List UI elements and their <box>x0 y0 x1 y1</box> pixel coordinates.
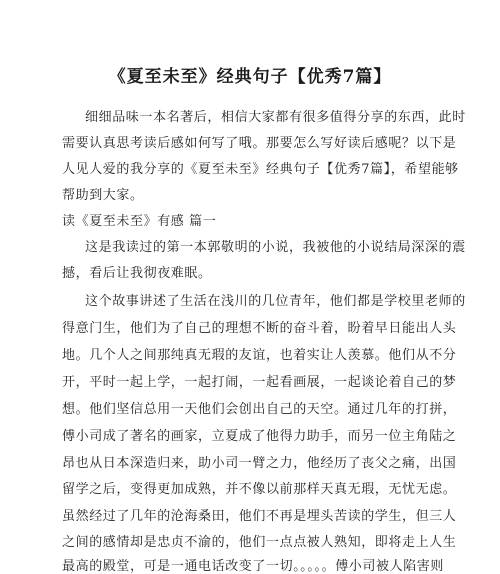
intro-line-4: 帮助到大家。 <box>62 188 144 203</box>
document-title: 《夏至未至》经典句子【优秀7篇】 <box>108 67 392 87</box>
paragraph-line-11: 虽然经过了几年的沧海桑田，他们不再是埋头苦读的学生，但三人 <box>62 509 457 524</box>
intro-line-2: 需要认真思考读后感如何写了哦。那要怎么写好读后感呢？以下是 <box>62 136 457 151</box>
intro-line-3: 人见人爱的我分享的《夏至未至》经典句子【优秀7篇】，希望能够 <box>62 162 459 177</box>
paragraph-line-13: 最高的殿堂，可是一通电话改变了一切。。。。。傅小司被人陷害则 <box>62 559 445 574</box>
section-heading: 读《夏至未至》有感 篇一 <box>62 214 217 229</box>
paragraph-line-6: 开，平时一起上学，一起打闹，一起看画展，一起谈论着自己的梦 <box>62 375 457 390</box>
paragraph-line-10: 留学之后，变得更加成熟，并不像以前那样天真无瑕，无忧无虑。 <box>62 482 457 497</box>
paragraph-line-3: 这个故事讲述了生活在浅川的几位青年，他们都是学校里老师的 <box>85 294 466 309</box>
paragraph-line-7: 想。他们坚信总用一天他们会创出自己的天空。通过几年的打拼， <box>62 402 457 417</box>
intro-line-1: 细细品味一本名著后，相信大家都有很多值得分享的东西，此时 <box>85 110 466 125</box>
paragraph-line-4: 得意门生，他们为了自己的理想不断的奋斗着，盼着早日能出人头 <box>62 321 457 336</box>
paragraph-line-9: 昂也从日本深造归来，助小司一臂之力，他经历了丧父之痛，出国 <box>62 456 457 471</box>
paragraph-line-1: 这是我读过的第一本郭敬明的小说，我被他的小说结局深深的震 <box>85 240 466 255</box>
paragraph-line-8: 傅小司成了著名的画家，立夏成了他得力助手，而另一位主角陆之 <box>62 429 457 444</box>
paragraph-line-12: 之间的感情却是忠贞不渝的，他们一点点被人熟知，即将走上人生 <box>62 535 457 550</box>
paragraph-line-5: 地。几个人之间那纯真无瑕的友谊，也着实让人羡慕。他们从不分 <box>62 348 457 363</box>
paragraph-line-2: 撼，看后让我彻夜难眠。 <box>62 266 212 281</box>
